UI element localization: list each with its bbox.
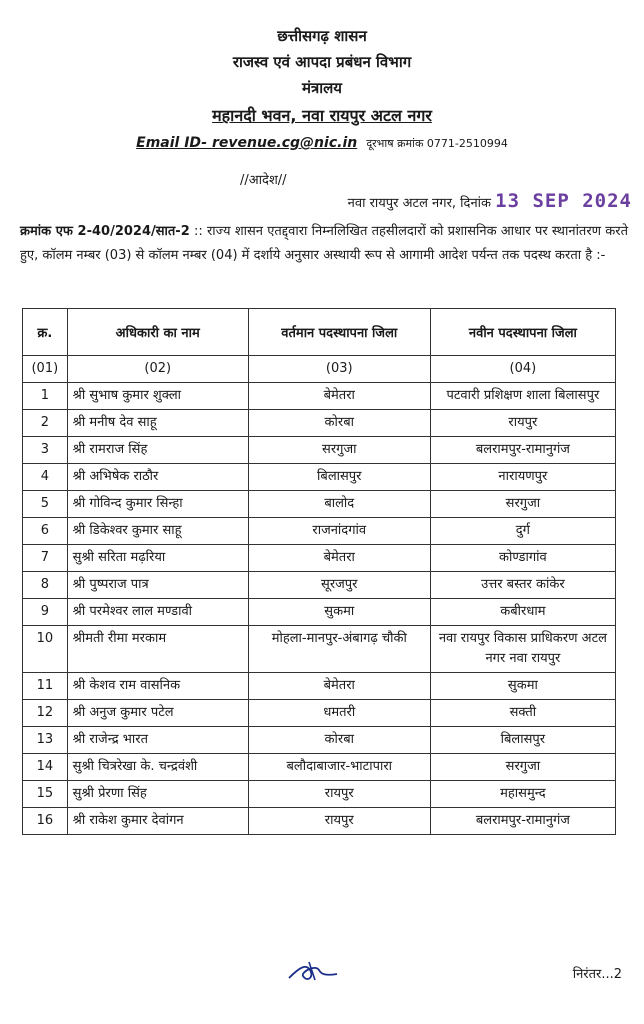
- table-row: [23, 383, 616, 410]
- header-department: राजस्व एवं आपदा प्रबंधन विभाग: [232, 53, 412, 71]
- header-government: छत्तीसगढ़ शासन: [277, 27, 367, 45]
- current-district-cell: रायपुर: [248, 808, 430, 835]
- serial-cell: 12: [23, 700, 68, 727]
- new-district-cell: कबीरधाम: [430, 599, 615, 626]
- date-stamp: 13 SEP 2024: [495, 190, 632, 212]
- serial-cell: 6: [23, 518, 68, 545]
- officer-name-cell: श्री राकेश कुमार देवांगन: [67, 808, 248, 835]
- current-district-cell: धमतरी: [248, 700, 430, 727]
- serial-cell: 13: [23, 727, 68, 754]
- reference-number: क्रमांक एफ 2-40/2024/सात-2: [20, 224, 190, 239]
- order-body: [20, 220, 628, 268]
- new-district-cell: सरगुजा: [430, 491, 615, 518]
- table-row: [23, 464, 616, 491]
- new-district-cell: कोण्डागांव: [430, 545, 615, 572]
- current-district-cell: कोरबा: [248, 727, 430, 754]
- current-district-cell: कोरबा: [248, 410, 430, 437]
- serial-cell: 5: [23, 491, 68, 518]
- new-district-cell: सक्ती: [430, 700, 615, 727]
- order-text: :: राज्य शासन एतद्द्वारा निम्नलिखित तहसीलदारों को प्रशासनिक आधार पर स्थानांतरण करते हुए, कॉलम नम्बर (03) से कॉलम नम्बर (04) में दर्शाये अनुसार अस्थायी रूप से आगामी आदेश पर्यन्त तक पदस्थ करता है :-: [20, 224, 628, 263]
- table-row: [23, 545, 616, 572]
- transfer-table: [22, 308, 616, 835]
- officer-name-cell: श्री राजेन्द्र भारत: [67, 727, 248, 754]
- current-district-cell: सूरजपुर: [248, 572, 430, 599]
- header-current-district: वर्तमान पदस्थापना जिला: [248, 309, 430, 356]
- serial-cell: 2: [23, 410, 68, 437]
- new-district-cell: बलरामपुर-रामानुगंज: [430, 808, 615, 835]
- new-district-cell: बलरामपुर-रामानुगंज: [430, 437, 615, 464]
- new-district-cell: महासमुन्द: [430, 781, 615, 808]
- current-district-cell: रायपुर: [248, 781, 430, 808]
- new-district-cell: पटवारी प्रशिक्षण शाला बिलासपुर: [430, 383, 615, 410]
- serial-cell: 14: [23, 754, 68, 781]
- current-district-cell: बलौदाबाजार-भाटापारा: [248, 754, 430, 781]
- serial-cell: 16: [23, 808, 68, 835]
- serial-cell: 1: [23, 383, 68, 410]
- current-district-cell: बालोद: [248, 491, 430, 518]
- current-district-cell: बेमेतरा: [248, 673, 430, 700]
- officer-name-cell: सुश्री चित्ररेखा के. चन्द्रवंशी: [67, 754, 248, 781]
- email-link[interactable]: Email ID- revenue.cg@nic.in: [136, 135, 358, 151]
- current-district-cell: सुकमा: [248, 599, 430, 626]
- table-row: [23, 572, 616, 599]
- col-number: (03): [248, 356, 430, 383]
- table-header-row: [23, 309, 616, 356]
- table-row: [23, 518, 616, 545]
- table-row: [23, 673, 616, 700]
- officer-name-cell: श्री परमेश्वर लाल मण्डावी: [67, 599, 248, 626]
- serial-cell: 4: [23, 464, 68, 491]
- order-title: //आदेश//: [240, 173, 287, 188]
- table-row: [23, 599, 616, 626]
- new-district-cell: सुकमा: [430, 673, 615, 700]
- table-row: [23, 410, 616, 437]
- col-number: (02): [67, 356, 248, 383]
- officer-name-cell: श्री पुष्पराज पात्र: [67, 572, 248, 599]
- date-line: [348, 190, 632, 212]
- officer-name-cell: सुश्री सरिता मढ़रिया: [67, 545, 248, 572]
- col-number: (04): [430, 356, 615, 383]
- current-district-cell: बेमेतरा: [248, 545, 430, 572]
- officer-name-cell: श्री गोविन्द कुमार सिन्हा: [67, 491, 248, 518]
- officer-name-cell: श्री केशव राम वासनिक: [67, 673, 248, 700]
- officer-name-cell: श्री अनुज कुमार पटेल: [67, 700, 248, 727]
- column-number-row: [23, 356, 616, 383]
- officer-name-cell: श्री डिकेश्वर कुमार साहू: [67, 518, 248, 545]
- new-district-cell: नारायणपुर: [430, 464, 615, 491]
- table-row: [23, 808, 616, 835]
- col-number: (01): [23, 356, 68, 383]
- header-serial: क्र.: [23, 309, 68, 356]
- table-row: [23, 626, 616, 673]
- serial-cell: 9: [23, 599, 68, 626]
- table-row: [23, 781, 616, 808]
- table-row: [23, 491, 616, 518]
- current-district-cell: राजनांदगांव: [248, 518, 430, 545]
- header-address: महानदी भवन, नवा रायपुर अटल नगर: [212, 106, 432, 125]
- new-district-cell: रायपुर: [430, 410, 615, 437]
- new-district-cell: दुर्ग: [430, 518, 615, 545]
- current-district-cell: बेमेतरा: [248, 383, 430, 410]
- officer-name-cell: श्री मनीष देव साहू: [67, 410, 248, 437]
- new-district-cell: नवा रायपुर विकास प्राधिकरण अटल नगर नवा रायपुर: [430, 626, 615, 673]
- serial-cell: 10: [23, 626, 68, 673]
- signature-mark: [285, 958, 341, 986]
- new-district-cell: सरगुजा: [430, 754, 615, 781]
- table-row: [23, 754, 616, 781]
- header-ministry: मंत्रालय: [301, 79, 342, 97]
- serial-cell: 8: [23, 572, 68, 599]
- serial-cell: 11: [23, 673, 68, 700]
- table-row: [23, 700, 616, 727]
- continued-note: निरंतर...2: [572, 967, 622, 982]
- current-district-cell: मोहला-मानपुर-अंबागढ़ चौकी: [248, 626, 430, 673]
- new-district-cell: बिलासपुर: [430, 727, 615, 754]
- serial-cell: 15: [23, 781, 68, 808]
- new-district-cell: उत्तर बस्तर कांकेर: [430, 572, 615, 599]
- phone-number: दूरभाष क्रमांक 0771-2510994: [366, 137, 508, 150]
- officer-name-cell: सुश्री प्रेरणा सिंह: [67, 781, 248, 808]
- officer-name-cell: श्री सुभाष कुमार शुक्ला: [67, 383, 248, 410]
- header-officer-name: अधिकारी का नाम: [67, 309, 248, 356]
- officer-name-cell: श्री अभिषेक राठौर: [67, 464, 248, 491]
- officer-name-cell: श्रीमती रीमा मरकाम: [67, 626, 248, 673]
- date-prefix: नवा रायपुर अटल नगर, दिनांक: [347, 196, 492, 211]
- serial-cell: 3: [23, 437, 68, 464]
- table-row: [23, 437, 616, 464]
- header-new-district: नवीन पदस्थापना जिला: [430, 309, 615, 356]
- current-district-cell: सरगुजा: [248, 437, 430, 464]
- serial-cell: 7: [23, 545, 68, 572]
- current-district-cell: बिलासपुर: [248, 464, 430, 491]
- table-row: [23, 727, 616, 754]
- officer-name-cell: श्री रामराज सिंह: [67, 437, 248, 464]
- contact-line: [0, 132, 644, 151]
